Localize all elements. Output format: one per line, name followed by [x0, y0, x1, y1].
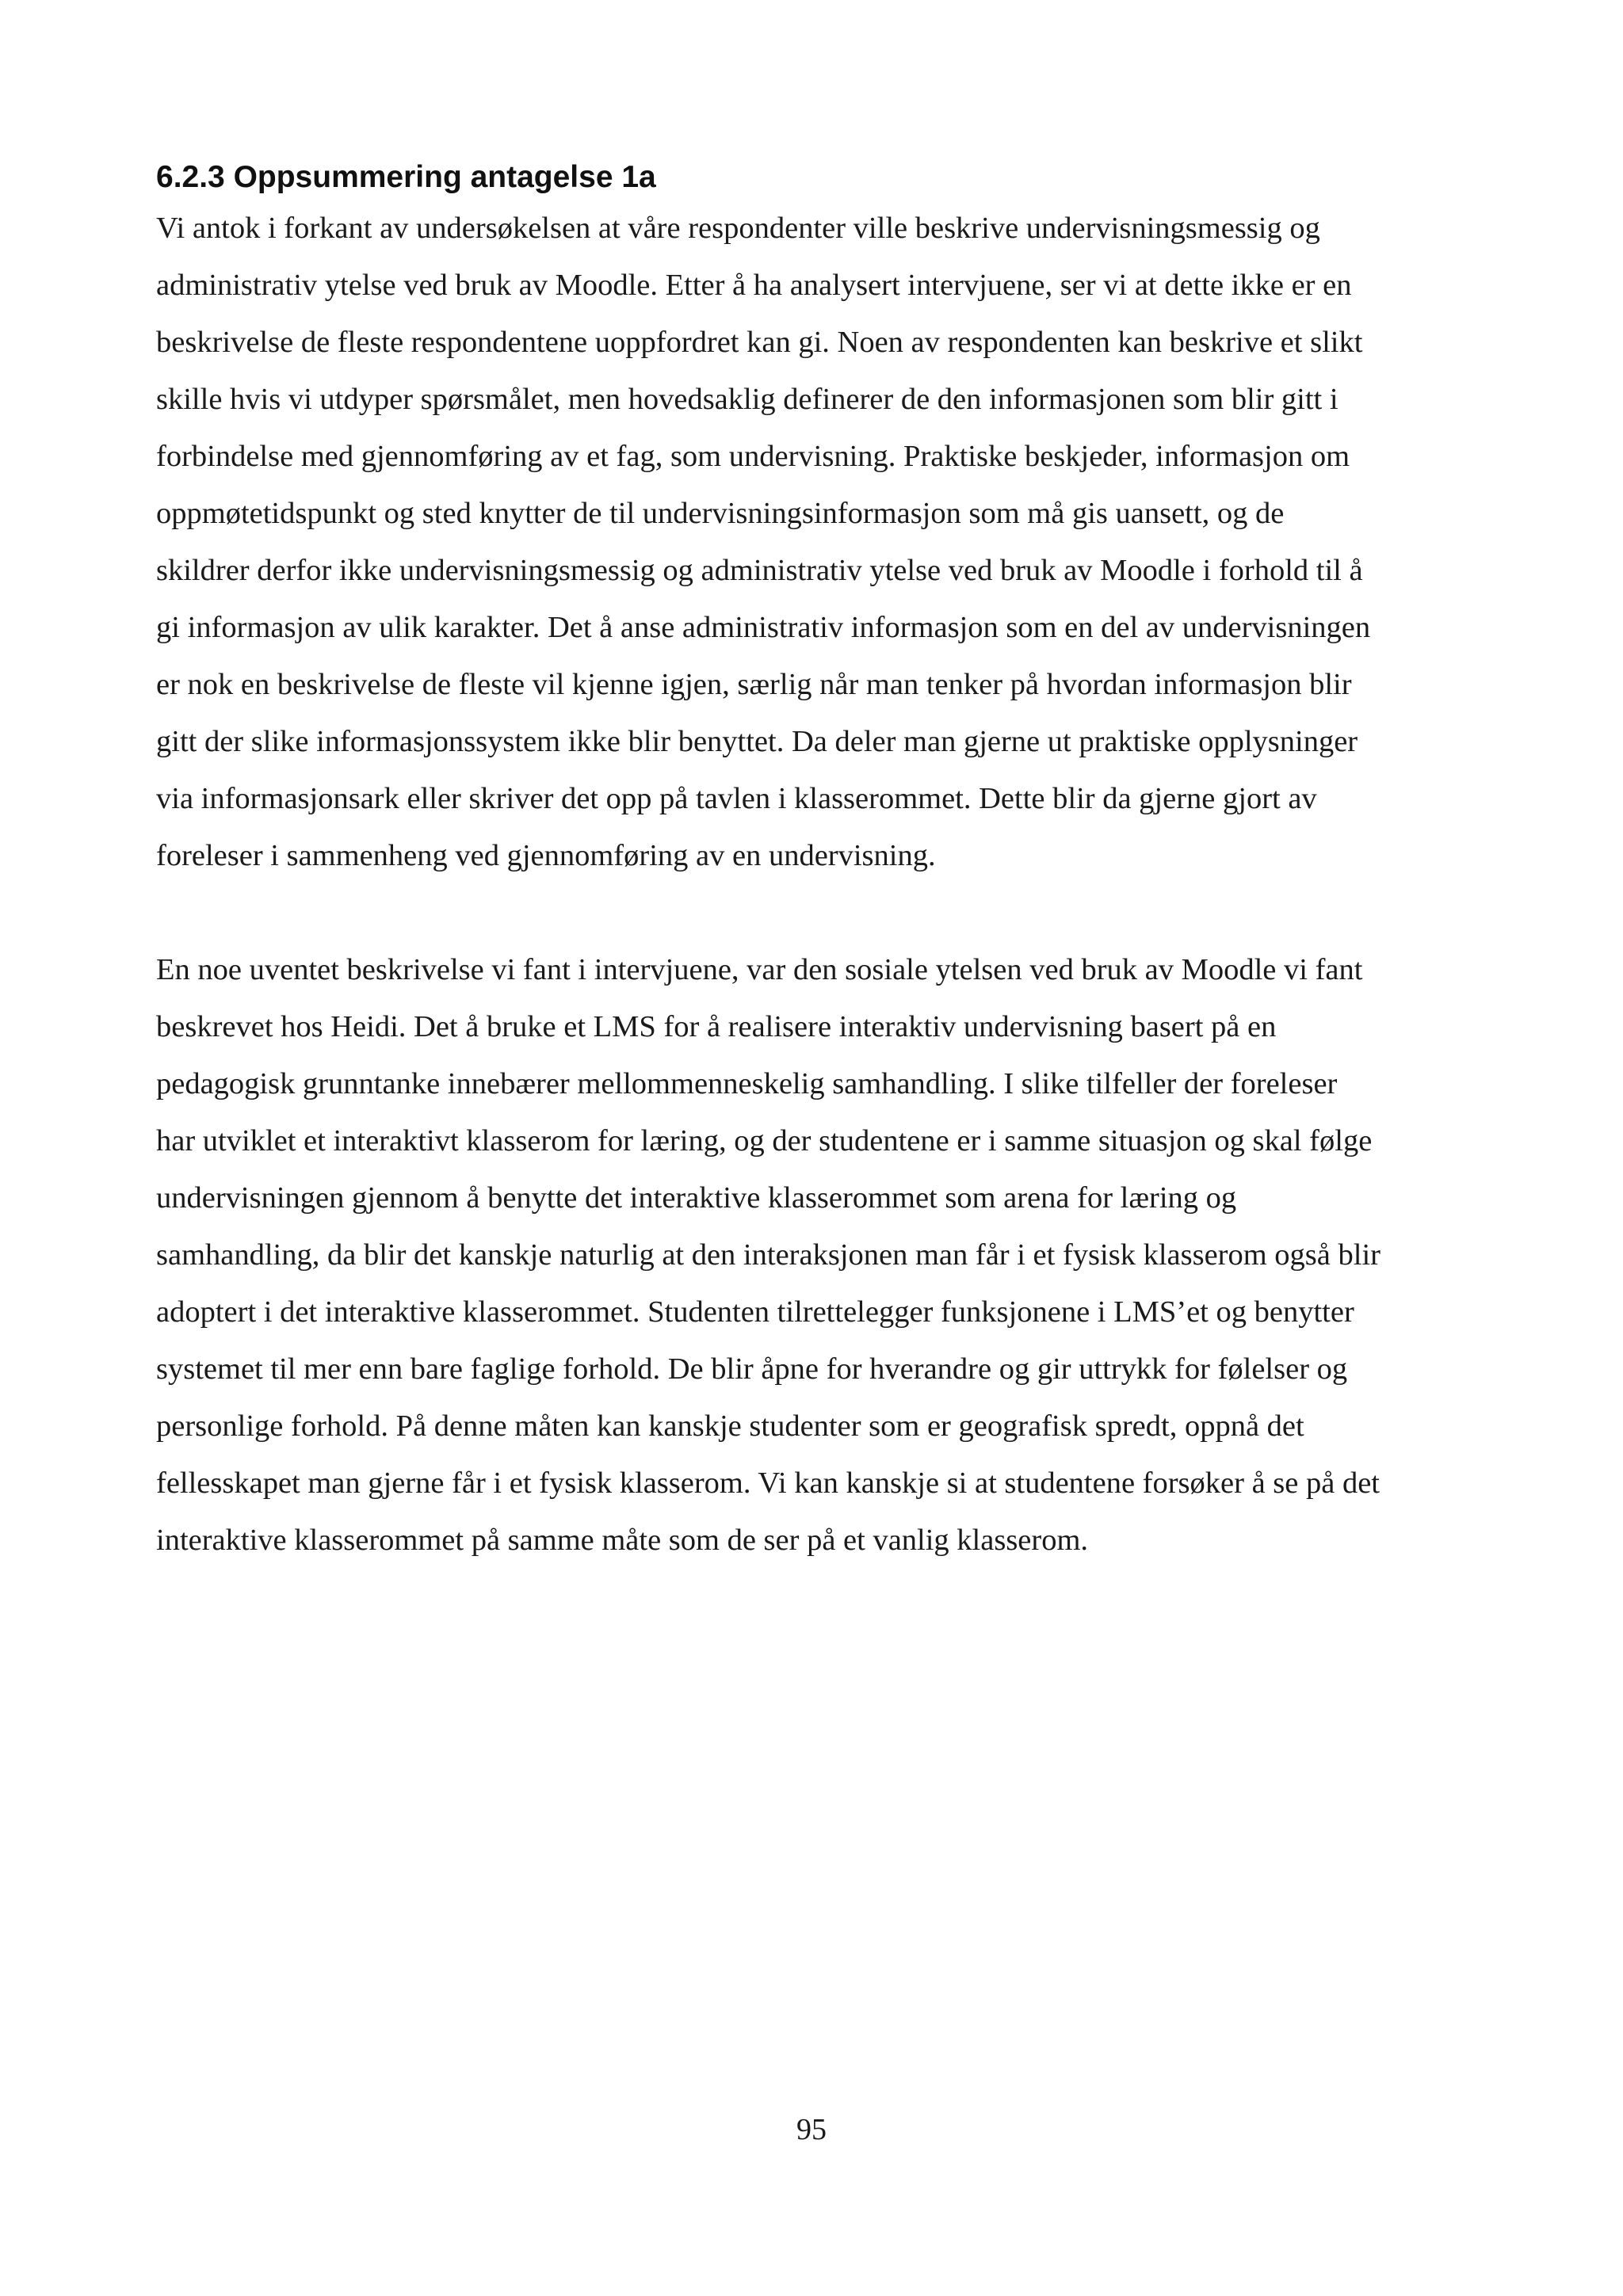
paragraph-line: pedagogisk grunntanke innebærer mellommenneskelig samhandling. I slike tilfeller der foreleser [156, 1067, 1338, 1100]
paragraph-line: undervisningen gjennom å benytte det interaktive klasserommet som arena for læring og [156, 1181, 1237, 1215]
paragraph-line: beskrivelse de fleste respondentene uoppfordret kan gi. Noen av respondenten kan beskrive et slikt [156, 326, 1363, 359]
paragraph-line: foreleser i sammenheng ved gjennomføring av en undervisning. [156, 839, 936, 872]
paragraph-line: fellesskapet man gjerne får i et fysisk klasserom. Vi kan kanskje si at studentene forsøker å se på det [156, 1466, 1380, 1500]
paragraph-1 [156, 200, 1481, 884]
paragraph-line: har utviklet et interaktivt klasserom for læring, og der studentene er i samme situasjon og skal følge [156, 1124, 1373, 1158]
paragraph-line: samhandling, da blir det kanskje naturlig at den interaksjonen man får i et fysisk klasserom også blir [156, 1238, 1381, 1272]
page-content [156, 155, 1481, 1569]
paragraph-line: personlige forhold. På denne måten kan kanskje studenter som er geografisk spredt, oppnå det [156, 1409, 1304, 1443]
paragraph-line: er nok en beskrivelse de fleste vil kjenne igjen, særlig når man tenker på hvordan informasjon blir [156, 668, 1352, 701]
paragraph-line: interaktive klasserommet på samme måte som de ser på et vanlig klasserom. [156, 1524, 1089, 1557]
paragraph-line: forbindelse med gjennomføring av et fag, som undervisning. Praktiske beskjeder, informasjon om [156, 440, 1350, 473]
paragraph-line: skille hvis vi utdyper spørsmålet, men hovedsaklig definerer de den informasjonen som blir gitt i [156, 383, 1338, 416]
paragraph-line: adoptert i det interaktive klasserommet. Studenten tilrettelegger funksjonene i LMS’et og benytter [156, 1295, 1354, 1329]
paragraph-line: Vi antok i forkant av undersøkelsen at våre respondenter ville beskrive undervisningsmessig og [156, 212, 1320, 245]
paragraph-line: beskrevet hos Heidi. Det å bruke et LMS for å realisere interaktiv undervisning basert på en [156, 1010, 1277, 1043]
paragraph-line: skildrer derfor ikke undervisningsmessig og administrativ ytelse ved bruk av Moodle i forhold til å [156, 554, 1363, 587]
paragraph-2 [156, 941, 1481, 1569]
paragraph-line: systemet til mer enn bare faglige forhold. De blir åpne for hverandre og gir uttrykk for følelser og [156, 1352, 1348, 1386]
paragraph-line: via informasjonsark eller skriver det opp på tavlen i klasserommet. Dette blir da gjerne gjort av [156, 782, 1317, 815]
page-number: 95 [796, 2113, 827, 2146]
paragraph-line: administrativ ytelse ved bruk av Moodle. Etter å ha analysert intervjuene, ser vi at dette ikke er en [156, 269, 1352, 302]
paragraph-line: gi informasjon av ulik karakter. Det å anse administrativ informasjon som en del av undervisningen [156, 611, 1371, 644]
section-heading: 6.2.3 Oppsummering antagelse 1a [156, 160, 656, 194]
paragraph-line: oppmøtetidspunkt og sted knytter de til undervisningsinformasjon som må gis uansett, og de [156, 497, 1285, 530]
paragraph-line: gitt der slike informasjonssystem ikke blir benyttet. Da deler man gjerne ut praktiske opplysninger [156, 725, 1358, 758]
paragraph-line: En noe uventet beskrivelse vi fant i intervjuene, var den sosiale ytelsen ved bruk av Moodle vi fant [156, 953, 1363, 986]
